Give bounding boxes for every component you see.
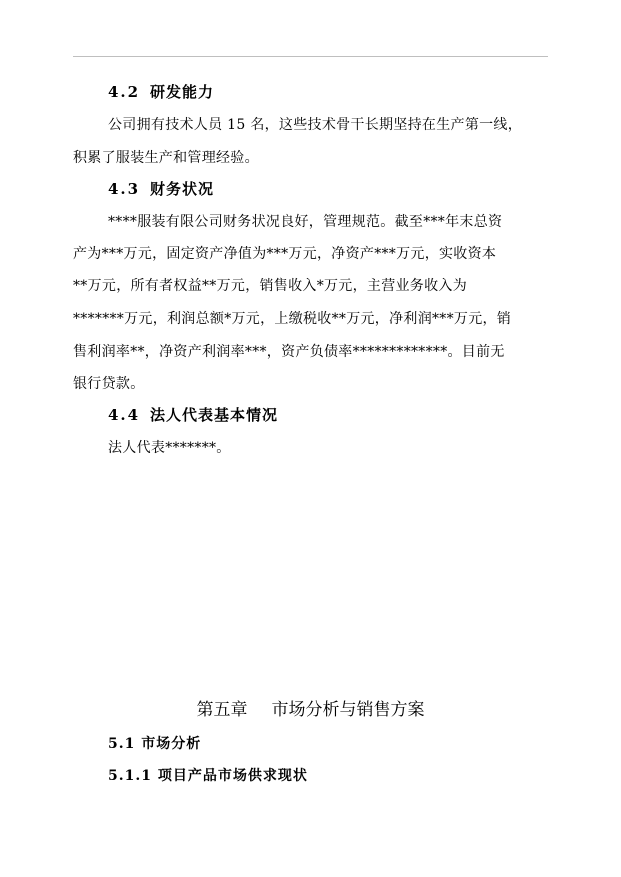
chapter-label: 第五章 [196,700,248,720]
paragraph-line: **万元，所有者权益**万元，销售收入*万元，主营业务收入为 [73,278,467,294]
heading-number: 4.3 [108,180,141,198]
heading-number: 4.4 [108,406,141,424]
paragraph-line: *******万元，利润总额*万元，上缴税收**万元，净利润***万元，销 [73,311,512,327]
heading-4-2 [108,81,214,102]
paragraph-line: 法人代表*******。 [108,440,231,456]
paragraph-line: 公司拥有技术人员 15 名，这些技术骨干长期坚持在生产第一线， [108,117,523,133]
paragraph-line: 银行贷款。 [73,376,145,392]
heading-number: 4.2 [108,83,141,101]
heading-title: 研发能力 [150,83,215,101]
chapter-title: 市场分析与销售方案 [271,700,425,720]
header-rule [73,56,548,57]
heading-title: 财务状况 [150,180,215,198]
heading-4-4 [108,404,278,425]
heading-5-1: 5.1 市场分析 [108,736,202,752]
paragraph-line: 积累了服装生产和管理经验。 [73,150,259,166]
heading-title: 法人代表基本情况 [150,406,279,424]
paragraph-line: 产为***万元，固定资产净值为***万元，净资产***万元，实收资本 [73,246,497,262]
heading-5-1-1: 5.1.1 项目产品市场供求现状 [108,768,308,784]
paragraph-line: 售利润率**，净资产利润率***，资产负债率*************。目前无 [73,344,505,360]
chapter-heading [0,695,621,720]
heading-4-3 [108,178,214,199]
paragraph-line: ****服装有限公司财务状况良好，管理规范。截至***年末总资 [108,214,503,230]
